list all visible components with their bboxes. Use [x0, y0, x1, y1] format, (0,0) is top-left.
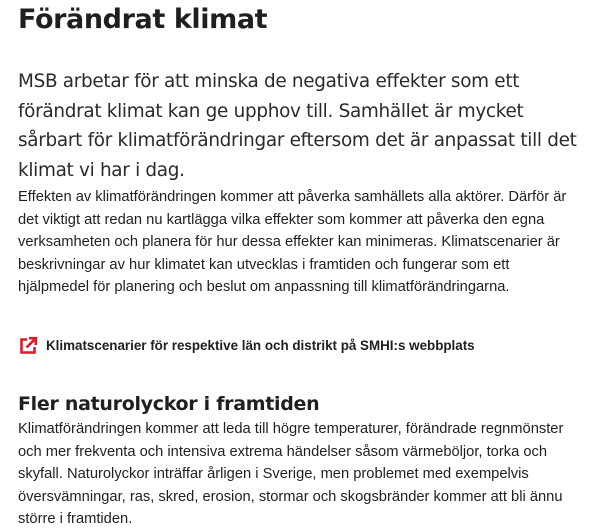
external-link-icon [18, 336, 38, 356]
body-paragraph: Effekten av klimatförändringen kommer att påverka samhällets alla aktörer. Därför är det viktigt att redan nu kartlägga vilka effekter som kommer att påverka den egna verksamheten och planera för hur dessa effekter kan minimeras. Klimatscenarier är beskrivningar av hur klimatet kan utvecklas i framtiden och fungerar som ett hjälpmedel för planering och beslut om anpassning till klimatförändringarna. [18, 189, 567, 296]
external-link-label: Klimatscenarier för respektive län och distrikt på SMHI:s webbplats [46, 338, 475, 353]
page-title: Förändrat klimat [18, 4, 268, 35]
lead-paragraph: MSB arbetar för att minska de negativa effekter som ett förändrat klimat kan ge upphov till. Samhället är mycket sårbart för klimatförändringar eftersom det är anpassat till det klimat vi har i dag. [18, 71, 577, 181]
section-heading: Fler naturolyckor i framtiden [18, 393, 320, 415]
body-paragraph-2: Klimatförändringen kommer att leda till högre temperaturer, förändrade regnmönster och mer frekventa och intensiva extrema händelser såsom värmeböljor, torka och skyfall. Naturolyckor inträffar årligen i Sverige, men problemet med exempelvis översvämningar, ras, skred, erosion, stormar och skogsbränder kommer att bli ännu större i framtiden. [18, 421, 564, 528]
smhi-external-link[interactable] [18, 336, 475, 356]
